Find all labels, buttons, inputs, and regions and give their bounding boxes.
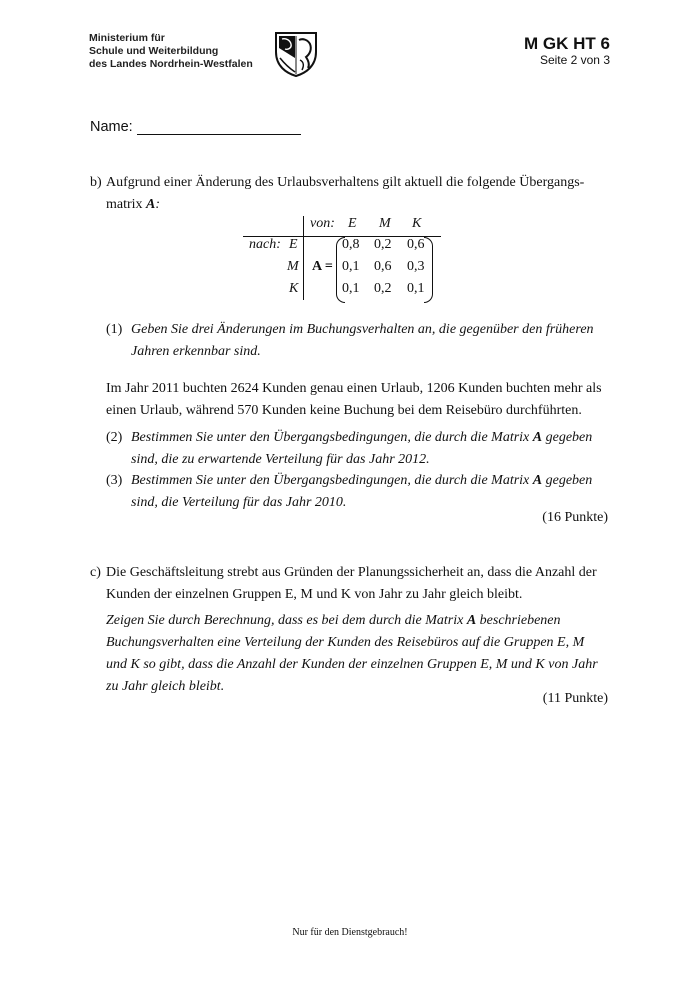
transition-matrix: [240, 214, 470, 304]
task-2-text: Bestimmen Sie unter den Übergangsbedingungen, die durch die Matrix A gegeben sind, die zu erwartende Verteilung für das Jahr 2012.: [131, 430, 593, 467]
page-number: Seite 2 von 3: [539, 53, 610, 67]
task-3-text: Bestimmen Sie unter den Übergangsbedingungen, die durch die Matrix A gegeben sind, die Verteilung für das Jahr 2010.: [131, 473, 593, 510]
matrix-cell: 0,6: [374, 259, 392, 274]
matrix-symbol: A: [532, 430, 543, 445]
matrix-symbol: A: [466, 613, 477, 628]
footer-note: Nur für den Dienstgebrauch!: [292, 927, 408, 938]
section-b-intro-line-1: Aufgrund einer Änderung des Urlaubsverhaltens gilt aktuell die folgende Übergangs-: [106, 175, 585, 190]
matrix-von-label: von:: [310, 216, 335, 231]
matrix-cell: 0,3: [407, 259, 425, 274]
matrix-symbol: A: [146, 197, 156, 212]
matrix-row-label: K: [289, 281, 299, 296]
matrix-cell: 0,1: [407, 281, 425, 296]
section-c-points: (11 Punkte): [542, 691, 608, 706]
ministry-name: [89, 32, 253, 71]
matrix-equation-label: A =: [312, 259, 333, 274]
section-b-marker: b): [90, 175, 102, 190]
section-c-task: Zeigen Sie durch Berechnung, dass es bei dem durch die Matrix A beschriebenen Buchungsverhalten eine Verteilung der Kunden des Reisebüros auf die Gruppen E, M und K so gibt, dass die Anzahl der Kunden der einzelnen Gruppen E, M und K von Jahr zu Jahr gleich bleibt.: [106, 613, 598, 694]
ministry-line-3: des Landes Nordrhein-Westfalen: [89, 58, 253, 70]
section-c-intro: Die Geschäftsleitung strebt aus Gründen der Planungssicherheit an, dass die Anzahl der Kunden der einzelnen Gruppen E, M und K von Jahr zu Jahr gleich bleibt.: [106, 565, 597, 602]
matrix-row-label: M: [287, 259, 299, 274]
matrix-nach-label: nach:: [249, 237, 281, 252]
matrix-col-label: K: [412, 216, 422, 231]
section-b-intro-line-2: matrix A:: [106, 197, 161, 212]
ministry-line-1: Ministerium für: [89, 32, 165, 44]
matrix-symbol: A: [532, 473, 543, 488]
name-line: [90, 119, 301, 135]
matrix-row-label: E: [289, 237, 298, 252]
ministry-line-2: Schule und Weiterbildung: [89, 45, 219, 57]
section-c-marker: c): [90, 565, 101, 580]
section-b-points: (16 Punkte): [542, 510, 608, 525]
matrix-cell: 0,1: [342, 259, 360, 274]
name-blank-line: [137, 120, 301, 135]
task-2-marker: (2): [106, 430, 123, 445]
task-1-text: Geben Sie drei Änderungen im Buchungsverhalten an, die gegenüber den früheren Jahren erkennbar sind.: [131, 322, 594, 359]
section-b-intro: [106, 172, 616, 216]
matrix-col-label: M: [379, 216, 391, 231]
matrix-col-label: E: [348, 216, 357, 231]
matrix-cell: 0,8: [342, 237, 360, 252]
nrw-crest-icon: [270, 30, 322, 78]
matrix-cell: 0,2: [374, 281, 392, 296]
matrix-cell: 0,1: [342, 281, 360, 296]
context-text: Im Jahr 2011 buchten 2624 Kunden genau einen Urlaub, 1206 Kunden buchten mehr als einen Urlaub, während 570 Kunden keine Buchung bei dem Reisebüro durchführten.: [106, 381, 602, 418]
task-1-marker: (1): [106, 322, 123, 337]
exam-code: M GK HT 6: [524, 34, 610, 53]
name-label: Name:: [90, 119, 133, 135]
matrix-cell: 0,2: [374, 237, 392, 252]
matrix-cell: 0,6: [407, 237, 425, 252]
task-3-marker: (3): [106, 473, 123, 488]
